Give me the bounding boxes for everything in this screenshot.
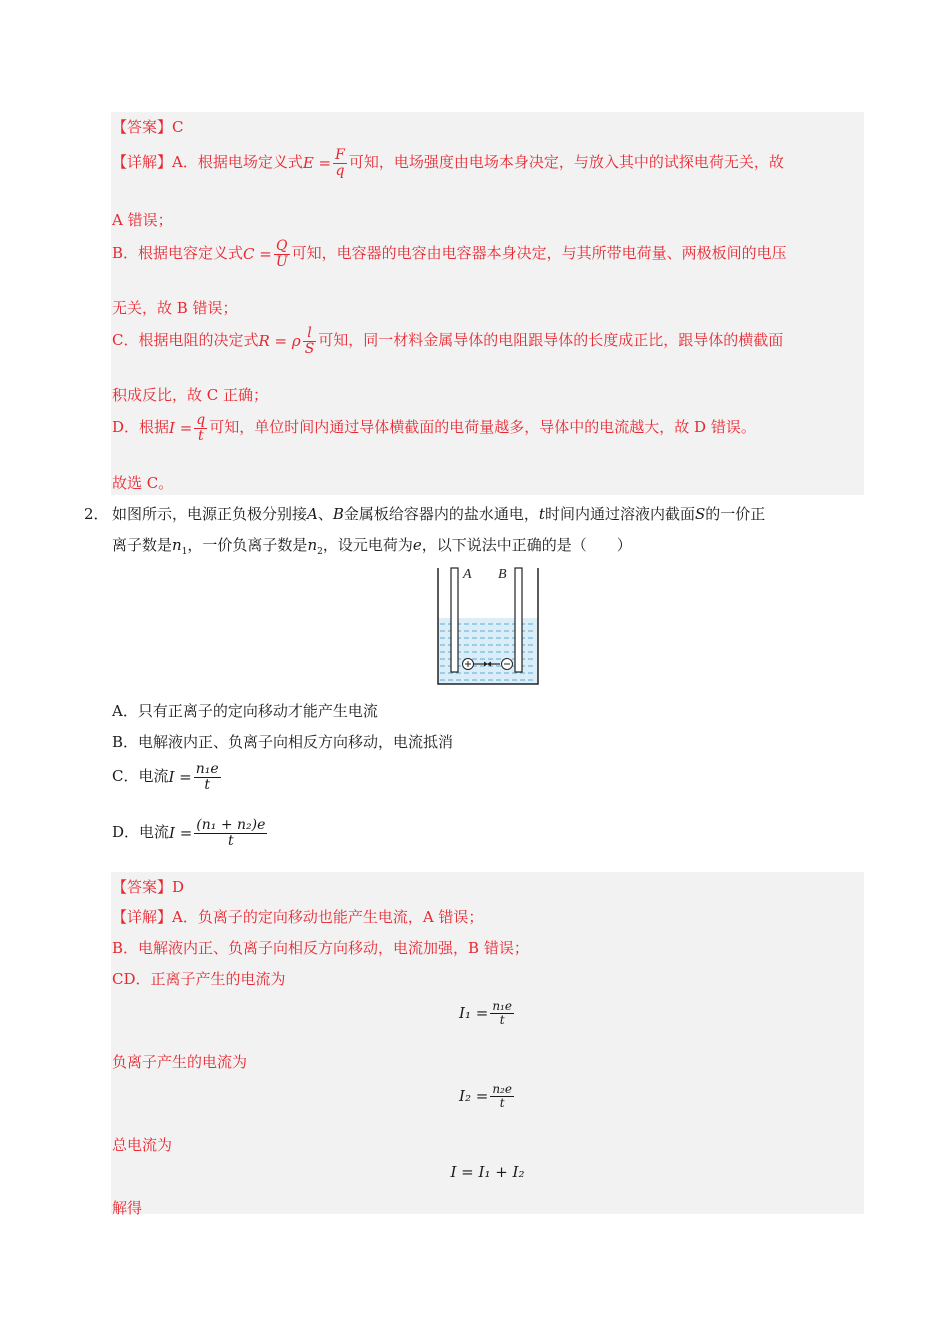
question-2-line-1: 如图所示，电源正负极分别接A、B金属板给容器内的盐水通电，t时间内通过溶液内截面S的一价正	[112, 505, 766, 523]
detail-1-line-d: D．根据I = $\frac{q}{t}$ 可知，单位时间内通过导体横截面的电荷量越多，导体中的电流越大，故 D 错误。	[112, 412, 756, 444]
option-d-fraction: $\frac{\text{(n₁ + n₂)e}}{t}$	[196, 817, 266, 849]
label-b: B	[498, 567, 507, 582]
formula-i-fraction: $\frac{q}{t}$	[196, 412, 206, 444]
formula-e-lhs: E =	[302, 154, 332, 173]
option-c-fraction: $\frac{\text{n₁e}}{t}$	[195, 761, 219, 793]
equation-i1: I₁ = $\frac{\text{n₁e}}{t}$	[459, 999, 512, 1027]
question-2-line-2: 离子数是$n_1$，一价负离子数是$n_2$，设元电荷为e，以下说法中正确的是（ ）	[112, 536, 632, 557]
equation-total: I = I₁ + I₂	[450, 1163, 525, 1181]
detail-2-line-4: 负离子产生的电流为	[112, 1053, 248, 1071]
detail-2-line-1: 【详解】A．负离子的定向移动也能产生电流，A 错误；	[112, 908, 484, 926]
detail-2-line-6: 解得	[112, 1199, 143, 1217]
answer-1-label: 【答案】C	[112, 118, 184, 136]
electrode-a	[451, 568, 458, 672]
formula-e-fraction: $\frac{F}{q}$	[335, 147, 345, 179]
electrode-b	[515, 568, 522, 672]
detail-2-line-5: 总电流为	[112, 1136, 173, 1154]
detail-1-line-c: C．根据电阻的决定式R = ρ $\frac{l}{S}$ 可知，同一材料金属导体的电阻跟导体的长度成正比，跟导体的横截面	[112, 325, 784, 357]
option-c: C．电流I = $\frac{\text{n₁e}}{t}$	[112, 761, 219, 793]
formula-r-lhs: R = ρ	[258, 332, 301, 351]
question-2-number: 2．	[84, 505, 109, 523]
option-b: B．电解液内正、负离子向相反方向移动，电流抵消	[112, 733, 454, 751]
detail-1-line-a: 【详解】A．根据电场定义式E = $\frac{F}{q}$ 可知，电场强度由电场本身决定，与放入其中的试探电荷无关，故	[112, 147, 784, 179]
answer-2-label: 【答案】D	[112, 878, 185, 896]
label-a: A	[463, 567, 472, 582]
formula-c-lhs: C =	[243, 245, 272, 264]
option-d: D．电流I = $\frac{\text{(n₁ + n₂)e}}{t}$	[112, 817, 266, 849]
detail-1-line-a-wrap: A 错误；	[112, 211, 173, 229]
detail-2-line-3: CD．正离子产生的电流为	[112, 970, 286, 988]
formula-c-fraction: $\frac{Q}{U}$	[275, 238, 288, 270]
electrolysis-container-figure	[430, 562, 545, 690]
equation-i2: I₂ = $\frac{\text{n₂e}}{t}$	[459, 1082, 512, 1110]
detail-1-line-c-wrap: 积成反比，故 C 正确；	[112, 386, 269, 404]
formula-i-lhs: I =	[169, 419, 193, 438]
detail-1-conclusion: 故选 C。	[112, 474, 174, 492]
detail-1-line-b-wrap: 无关，故 B 错误；	[112, 299, 238, 317]
detail-2-line-2: B．电解液内正、负离子向相反方向移动，电流加强，B 错误；	[112, 939, 529, 957]
detail-1-line-b: B．根据电容定义式C = $\frac{Q}{U}$ 可知，电容器的电容由电容器本身决定，与其所带电荷量、两极板间的电压	[112, 238, 787, 270]
formula-r-fraction: $\frac{l}{S}$	[304, 325, 315, 357]
option-a: A．只有正离子的定向移动才能产生电流	[112, 702, 378, 720]
